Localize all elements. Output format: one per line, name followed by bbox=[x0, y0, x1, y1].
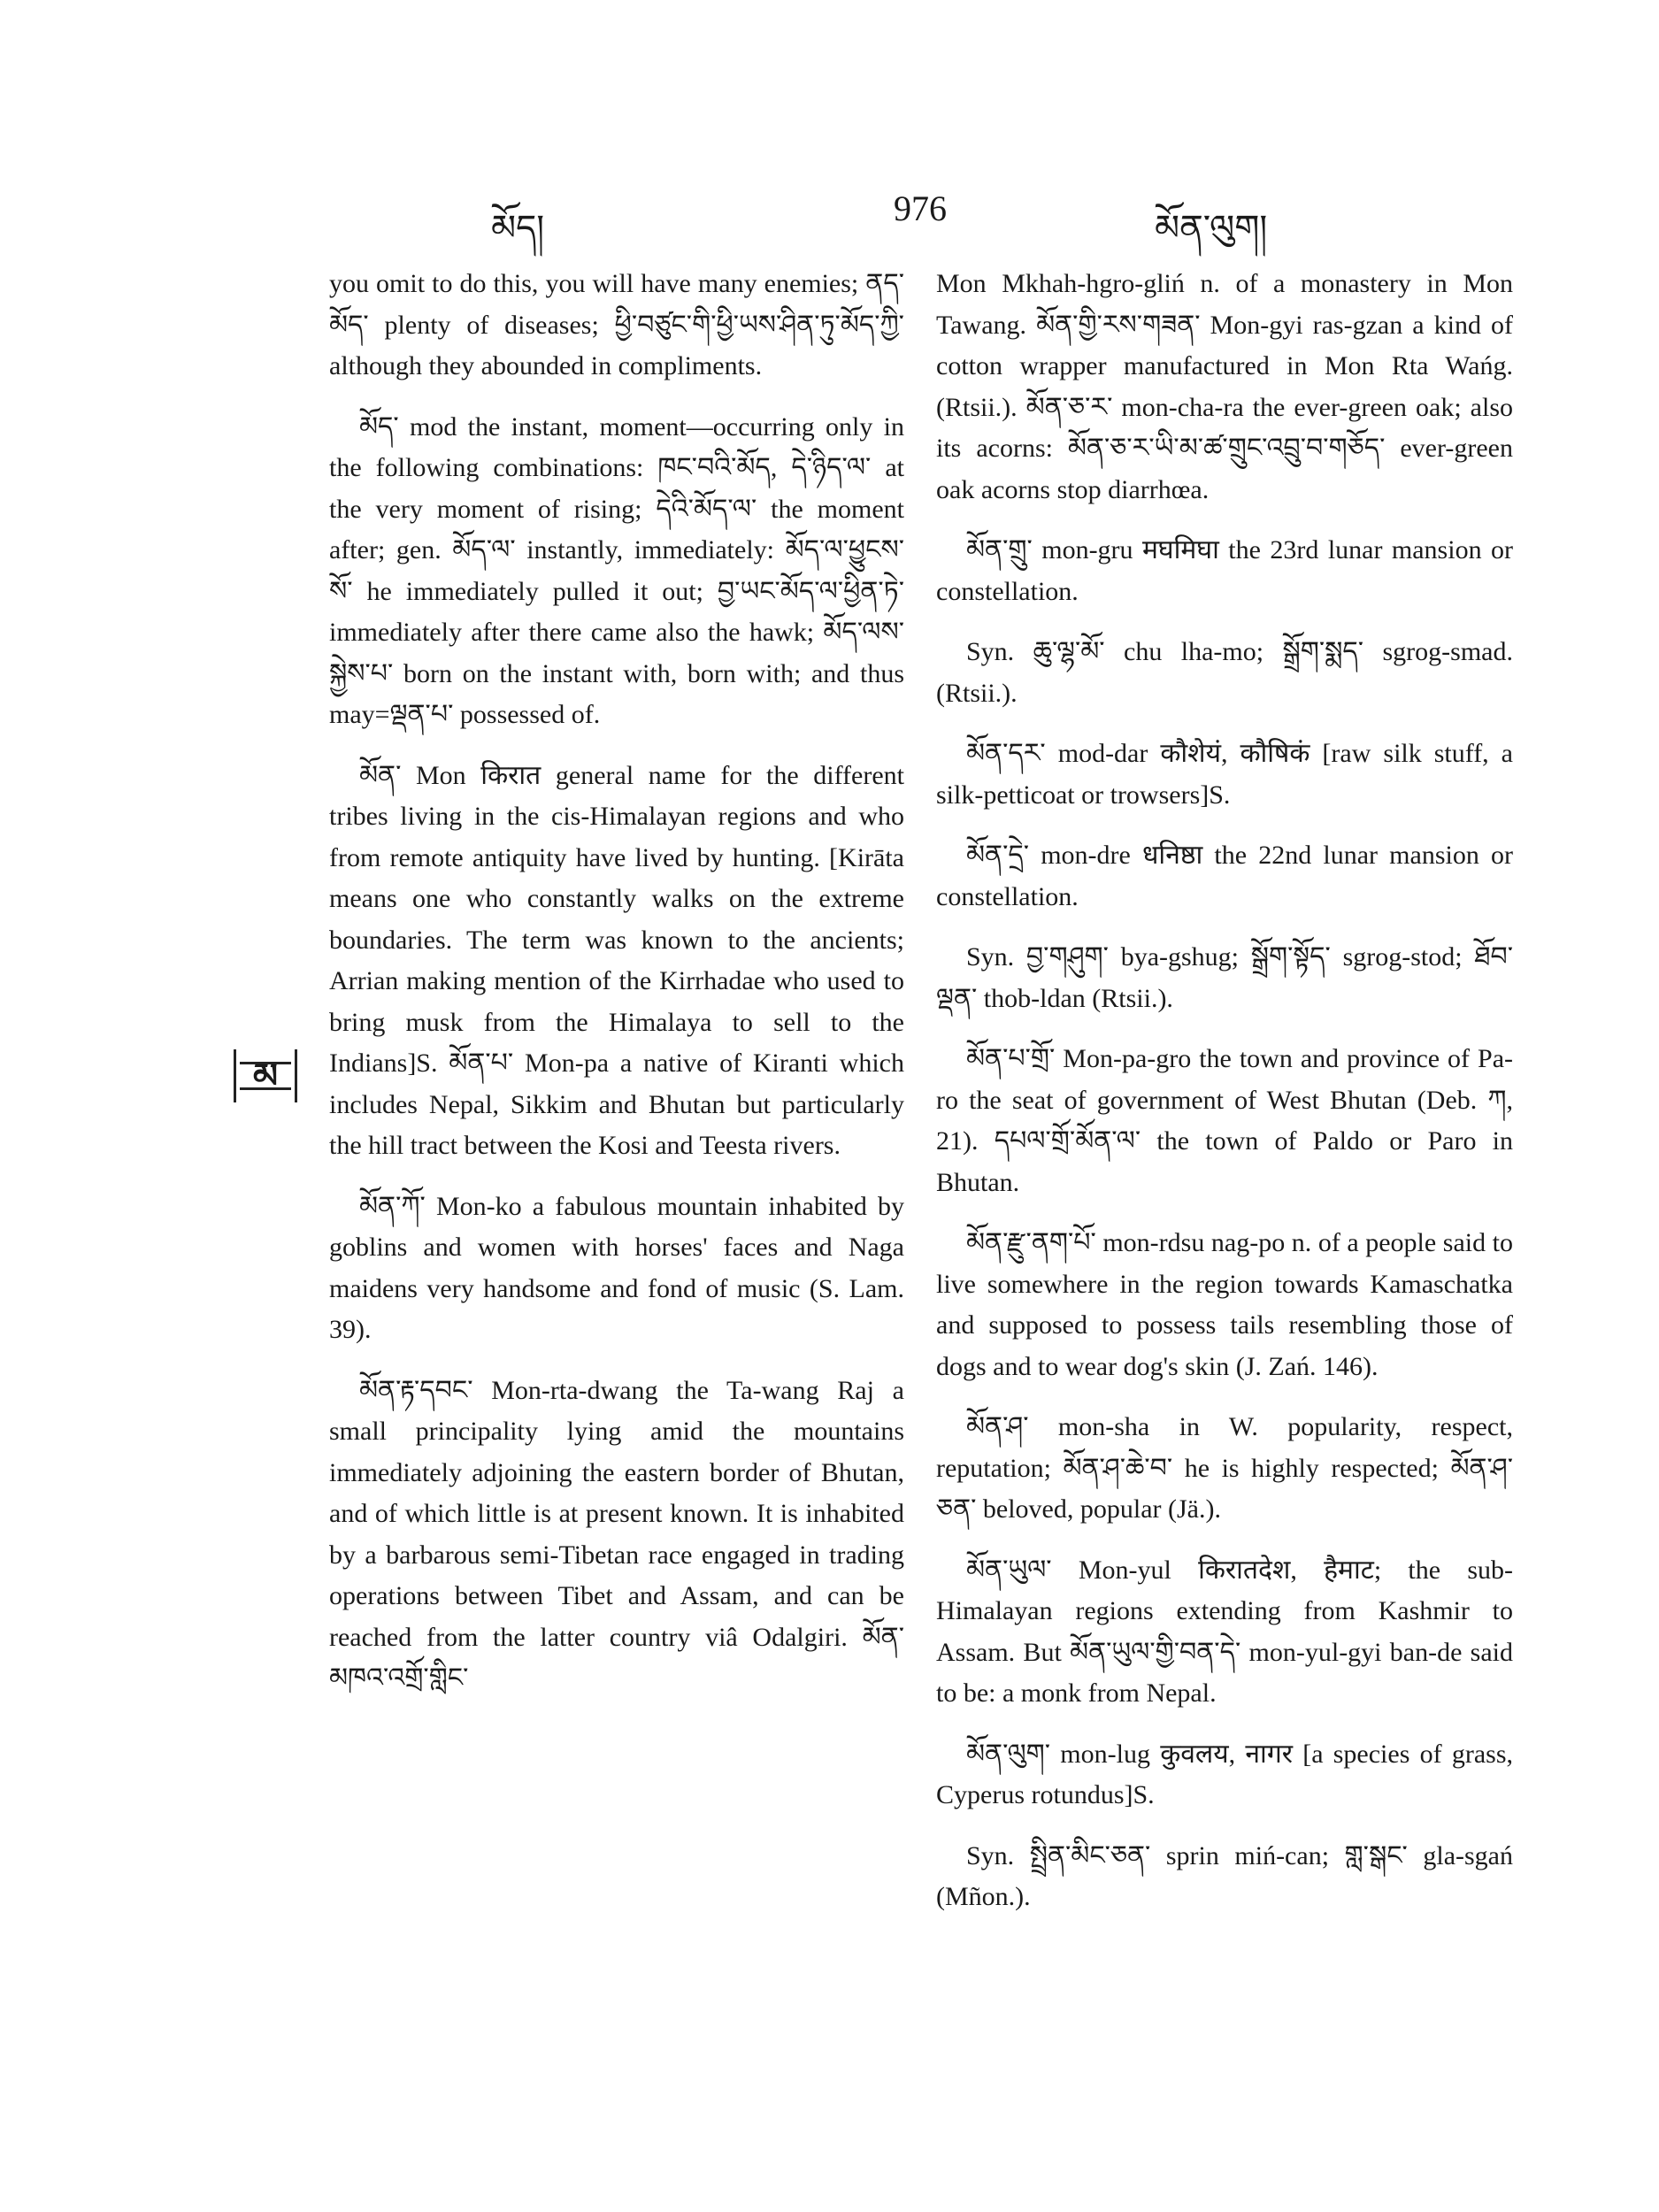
header-right-word: མོན་ལུག། bbox=[1155, 208, 1268, 249]
entry-mon-pa-gro: མོན་པ་གྲོ་ Mon-pa-gro the town and province of Pa-ro the seat of government of West Bhutan (Deb. ཀ, 21). དཔལ་གྲོ་མོན་ལ་ the town of Paldo or Paro in Bhutan. bbox=[936, 1044, 1513, 1197]
entry-mon-rdsu-nag-po: མོན་རྫུ་ནག་པོ་ mon-rdsu nag-po n. of a people said to live somewhere in the region towards Kamaschatka and supposed to possess tails resembling those of dogs and to wear dog's skin (J. Zań. 146). bbox=[936, 1228, 1513, 1381]
header-left-word: མོད། bbox=[491, 208, 545, 249]
margin-letter-mark: མ bbox=[234, 1049, 297, 1102]
entry-mod: མོད་ mod the instant, moment—occurring only in the following combinations: ཁང་བའི་མོད, དེ་ཉིད་ལ་ at the very moment of rising; དེའི་མོད་ལ་ the moment after; gen. མོད་ལ་ instantly, immediately: མོད་ལ་ཕྱུངས་སོ་ he immediately pulled it out; བྱ་ཡང་མོད་ལ་ཕྱིན་ཏེ་ immediately after there came also the hawk; མོད་ལས་སྐྱེས་པ་ born on the instant with, born with; and thus may=ལྡན་པ་ possessed of. bbox=[329, 411, 904, 729]
entry-mon-sha: མོན་ཤ་ mon-sha in W. popularity, respect, reputation; མོན་ཤ་ཆེ་བ་ he is highly respected; མོན་ཤ་ཅན་ beloved, popular (Jä.). bbox=[936, 1412, 1513, 1524]
entry-mon-ko: མོན་ཀོ་ Mon-ko a fabulous mountain inhabited by goblins and women with horses' faces and Naga maidens very handsome and fond of music (S. Lam. 39). bbox=[329, 1191, 904, 1344]
entry-syn: Syn. བྱ་གཤུག་ bya-gshug; སྒྲོག་སྟོད་ sgrog-stod; ཐོབ་ལྡན་ thob-ldan (Rtsii.). bbox=[936, 942, 1513, 1013]
entry-mon-rta-dwang: མོན་རྟ་དབང་ Mon-rta-dwang the Ta-wang Raj a small principality lying amid the mountains immediately adjoining the eastern border of Bhutan, and of which little is at present known. It is inhabited by a barbarous semi-Tibetan race engaged in trading operations between Tibet and Assam, and can be reached from the latter country viâ Odalgiri. མོན་མཁའ་འགྲོ་གླིང་ bbox=[329, 1375, 904, 1693]
left-column bbox=[329, 264, 904, 1719]
entry-continuation: Mon Mkhah-hgro-gliń n. of a monastery in Mon Tawang. མོན་གྱི་རས་གཟན་ Mon-gyi ras-gzan a kind of cotton wrapper manufactured in Mon Rta Wańg. (Rtsii.). མོན་ཅ་ར་ mon-cha-ra the ever-green oak; also its acorns: མོན་ཅ་ར་ཡི་མ་ཚ་གྲུང་འབྲུ་བ་གཅོད་ ever-green oak acorns stop diarrhœa. bbox=[936, 269, 1513, 504]
entry-syn: Syn. སྤྲིན་མིང་ཅན་ sprin miń-can; གླ་སྒང་ gla-sgań (Mñon.). bbox=[936, 1840, 1513, 1911]
right-column bbox=[936, 264, 1513, 1938]
entry-mon-dre: མོན་དྲེ་ mon-dre धनिष्ठा the 22nd lunar mansion or constellation. bbox=[936, 841, 1513, 911]
entry-mon: མོན་ Mon किरात general name for the different tribes living in the cis-Himalayan regions and who from remote antiquity have lived by hunting. [Kirāta means one who constantly walks on the extreme boundaries. The term was known to the ancients; Arrian making mention of the Kirrhadae who used to bring musk from the Himalaya to sell to the Indians]S. མོན་པ་ Mon-pa a native of Kiranti which includes Nepal, Sikkim and Bhutan but particularly the hill tract between the Kosi and Teesta rivers. bbox=[329, 760, 904, 1160]
page-number: 976 bbox=[894, 188, 947, 228]
entry-syn: Syn. ཆུ་ལྷ་མོ་ chu lha-mo; སྒྲོག་སྨད་ sgrog-smad. (Rtsii.). bbox=[936, 637, 1513, 708]
entry-continuation: you omit to do this, you will have many enemies; ནད་མོད་ plenty of diseases; ཕྱི་བཙུང་གི་ཕྱི་ཡས་ཤིན་ཏུ་མོད་ཀྱི་ although they abounded in compliments. bbox=[329, 269, 904, 380]
page-header bbox=[0, 188, 1659, 249]
entry-mon-gru: མོན་གྲུ་ mon-gru मघमिघा the 23rd lunar mansion or constellation. bbox=[936, 535, 1513, 606]
entry-mon-yul: མོན་ཡུལ་ Mon-yul किरातदेश, हैमाट; the sub-Himalayan regions extending from Kashmir to Assam. But མོན་ཡུལ་གྱི་བན་དེ་ mon-yul-gyi ban-de said to be: a monk from Nepal. bbox=[936, 1555, 1513, 1708]
entry-mon-lug: མོན་ལུག་ mon-lug कुवलय, नागर [a species of grass, Cyperus rotundus]S. bbox=[936, 1739, 1513, 1809]
entry-mod-dar: མོན་དར་ mod-dar कौशेयं, कौषिकं [raw silk stuff, a silk-petticoat or trowsers]S. bbox=[936, 739, 1513, 810]
